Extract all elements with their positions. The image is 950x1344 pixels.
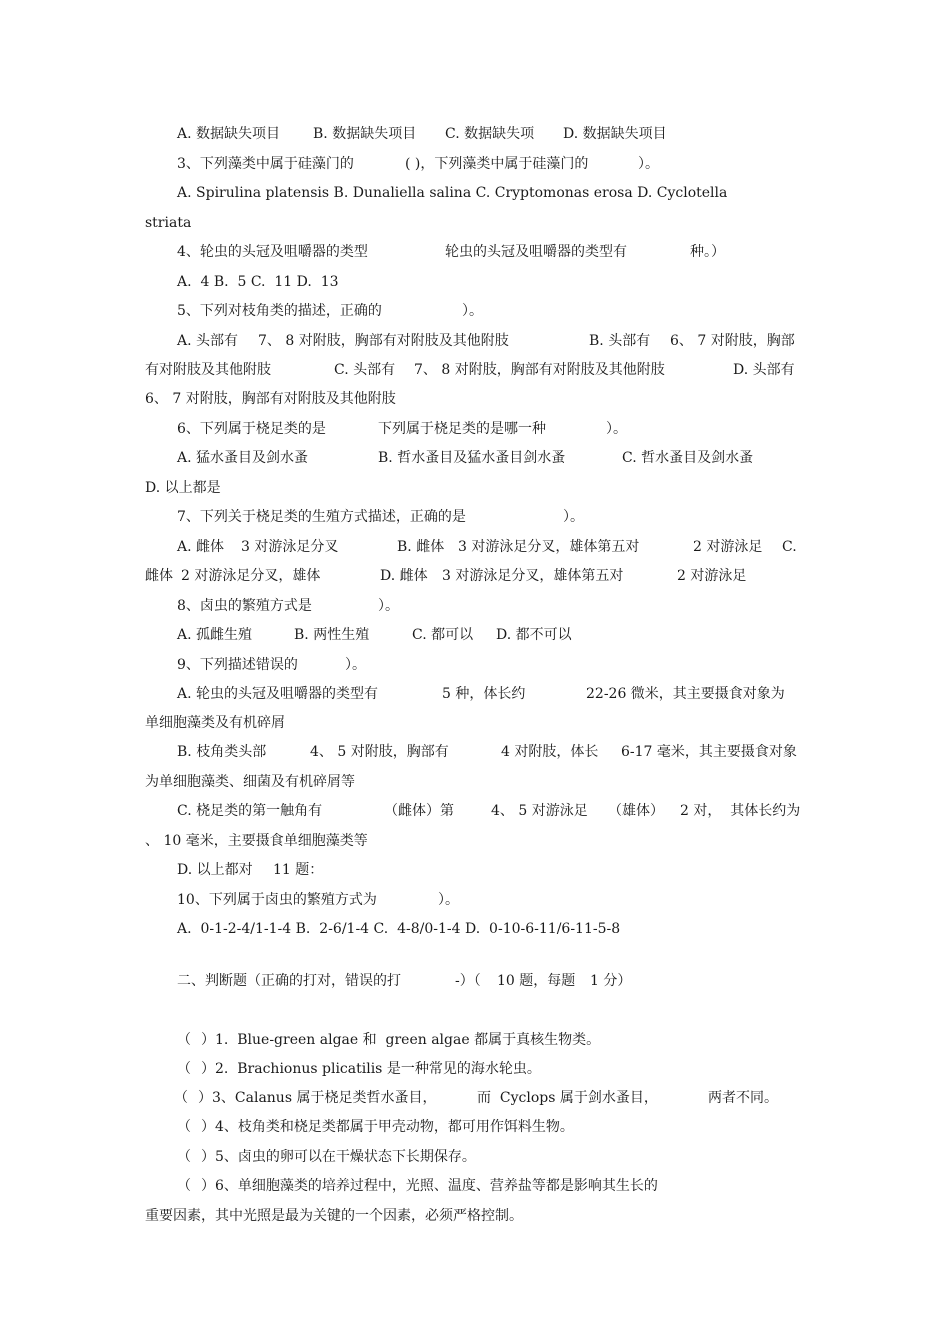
- question-text: 9、下列描述错误的: [177, 657, 298, 673]
- option-a: A. 雌体: [177, 539, 225, 555]
- option-b: 2 对游泳足: [693, 539, 763, 555]
- question-text: ）。: [563, 509, 584, 525]
- statement-text: 而 Cyclops 属于剑水蚤目，: [477, 1090, 658, 1106]
- option-a: A. 轮虫的头冠及咀嚼器的类型有: [177, 686, 379, 702]
- option-d: 2 对游泳足: [677, 568, 747, 584]
- answer-bracket: （: [174, 1090, 188, 1106]
- question-text: 下列属于桡足类的是哪一种: [378, 421, 546, 437]
- options-text: striata: [145, 215, 192, 231]
- option-c: 、 10 毫米，主要摄食单细胞藻类等: [145, 833, 368, 849]
- statement-text: ）4、枝角类和桡足类都属于甲壳动物，都可用作饵料生物。: [201, 1119, 574, 1135]
- option-a: 单细胞藻类及有机碎屑: [145, 715, 285, 731]
- question-text: 5、下列对枝角类的描述，正确的: [177, 303, 382, 319]
- option-c: C.: [782, 539, 797, 555]
- option-b: B. 雌体: [397, 539, 445, 555]
- question-text: 3、下列藻类中属于硅藻门的: [177, 156, 354, 172]
- option-d: 11 题：: [273, 862, 324, 878]
- option-d: D. 头部有: [733, 362, 795, 378]
- statement-text: ）1. Blue-green algae 和 green algae 都属于真核生物类。: [201, 1032, 601, 1048]
- option-a: A. 数据缺失项目: [177, 126, 281, 142]
- option-b: B. 头部有: [589, 333, 651, 349]
- option-c: C. 头部有: [334, 362, 396, 378]
- answer-bracket: （: [177, 1119, 191, 1135]
- text-line: [0, 920, 621, 974]
- option-d: D. 以上都是: [145, 480, 221, 496]
- section-title: 二、判断题（正确的打对，错误的打: [177, 973, 401, 989]
- section-title: 10 题，每题: [497, 973, 576, 989]
- option-c: 4、 5 对游泳足: [491, 803, 588, 819]
- statement-text: ）3、Calanus 属于桡足类哲水蚤目，: [198, 1090, 437, 1106]
- option-d: D. 都不可以: [496, 627, 572, 643]
- question-text: ）。: [345, 657, 366, 673]
- statement-text: ）2. Brachionus plicatilis 是一种常见的海水轮虫。: [201, 1061, 541, 1077]
- option-b: B. 两性生殖: [294, 627, 370, 643]
- question-text: ）。: [378, 598, 399, 614]
- option-b: 6、 7 对附肢，胸部: [670, 333, 795, 349]
- question-text: 8、卤虫的繁殖方式是: [177, 598, 312, 614]
- option-a: 3 对游泳足分叉: [241, 539, 339, 555]
- answer-bracket: （: [177, 1149, 191, 1165]
- option-d: 3 对游泳足分叉，雄体第五对: [442, 568, 624, 584]
- question-text: ）。: [606, 421, 627, 437]
- option-b: 为单细胞藻类、细菌及有机碎屑等: [145, 774, 355, 790]
- option-d: D. 雌体: [380, 568, 428, 584]
- option-c: 雌体: [145, 568, 173, 584]
- options-text: A. 4 B. 5 C. 11 D. 13: [177, 274, 339, 290]
- question-text: ）。: [462, 303, 483, 319]
- option-b: 4 对附肢，体长: [501, 744, 599, 760]
- question-text: 6、下列属于桡足类的是: [177, 421, 326, 437]
- statement-text: 两者不同。: [708, 1090, 778, 1106]
- option-a: A. 猛水蚤目及剑水蚤: [177, 450, 309, 466]
- option-c: C. 哲水蚤目及剑水蚤: [622, 450, 754, 466]
- option-b: 有对附肢及其他附肢: [145, 362, 271, 378]
- option-a: 7、 8 对附肢，胸部有对附肢及其他附肢: [258, 333, 509, 349]
- question-text: ( )，下列藻类中属于硅藻门的: [405, 156, 589, 172]
- option-b: 6-17 毫米，其主要摄食对象: [621, 744, 797, 760]
- options-text: A. Spirulina platensis B. Dunaliella salina C. Cryptomonas erosa D. Cyclotella: [177, 185, 728, 201]
- option-b: 4、 5 对附肢，胸部有: [310, 744, 449, 760]
- option-b: 3 对游泳足分叉，雄体第五对: [458, 539, 640, 555]
- statement-text: ）6、单细胞藻类的培养过程中，光照、温度、营养盐等都是影响其生长的: [201, 1178, 658, 1194]
- section-title: -）（: [455, 973, 481, 989]
- option-b: B. 哲水蚤目及猛水蚤目剑水蚤: [378, 450, 566, 466]
- option-d: 6、 7 对附肢，胸部有对附肢及其他附肢: [145, 391, 396, 407]
- question-text: 10、下列属于卤虫的繁殖方式为: [177, 892, 377, 908]
- text-line: [0, 1207, 523, 1261]
- statement-text: ）5、卤虫的卵可以在干燥状态下长期保存。: [201, 1149, 476, 1165]
- option-d: D. 数据缺失项目: [563, 126, 667, 142]
- option-b: B. 枝角类头部: [177, 744, 267, 760]
- question-text: 7、下列关于桡足类的生殖方式描述，正确的是: [177, 509, 466, 525]
- answer-bracket: （: [177, 1178, 191, 1194]
- option-a: A. 头部有: [177, 333, 239, 349]
- option-c: C. 都可以: [412, 627, 474, 643]
- option-a: 22-26 微米，其主要摄食对象为: [586, 686, 785, 702]
- section-title: 1 分）: [590, 973, 632, 989]
- option-d: D. 以上都对: [177, 862, 253, 878]
- question-text: 种。）: [690, 244, 725, 260]
- answer-bracket: （: [177, 1032, 191, 1048]
- option-a: 5 种，体长约: [442, 686, 526, 702]
- options-text: A. 0-1-2-4/1-1-4 B. 2-6/1-4 C. 4-8/0-1-4 D. 0-10-6-11/6-11-5-8: [177, 921, 621, 937]
- option-c: C. 数据缺失项: [445, 126, 535, 142]
- question-text: ）。: [438, 892, 459, 908]
- option-b: B. 数据缺失项目: [313, 126, 417, 142]
- option-a: A. 孤雌生殖: [177, 627, 253, 643]
- question-text: 4、轮虫的头冠及咀嚼器的类型: [177, 244, 368, 260]
- question-text: ）。: [638, 156, 659, 172]
- question-text: 轮虫的头冠及咀嚼器的类型有: [445, 244, 627, 260]
- option-c: C. 桡足类的第一触角有: [177, 803, 323, 819]
- option-c: （雌体）第: [384, 803, 454, 819]
- option-c: 7、 8 对附肢，胸部有对附肢及其他附肢: [414, 362, 665, 378]
- option-c: 2 对， 其体长约为: [680, 803, 801, 819]
- answer-bracket: （: [177, 1061, 191, 1077]
- option-c: （雄体）: [608, 803, 664, 819]
- statement-text: 重要因素，其中光照是最为关键的一个因素，必须严格控制。: [145, 1208, 523, 1224]
- option-c: 2 对游泳足分叉，雄体: [181, 568, 321, 584]
